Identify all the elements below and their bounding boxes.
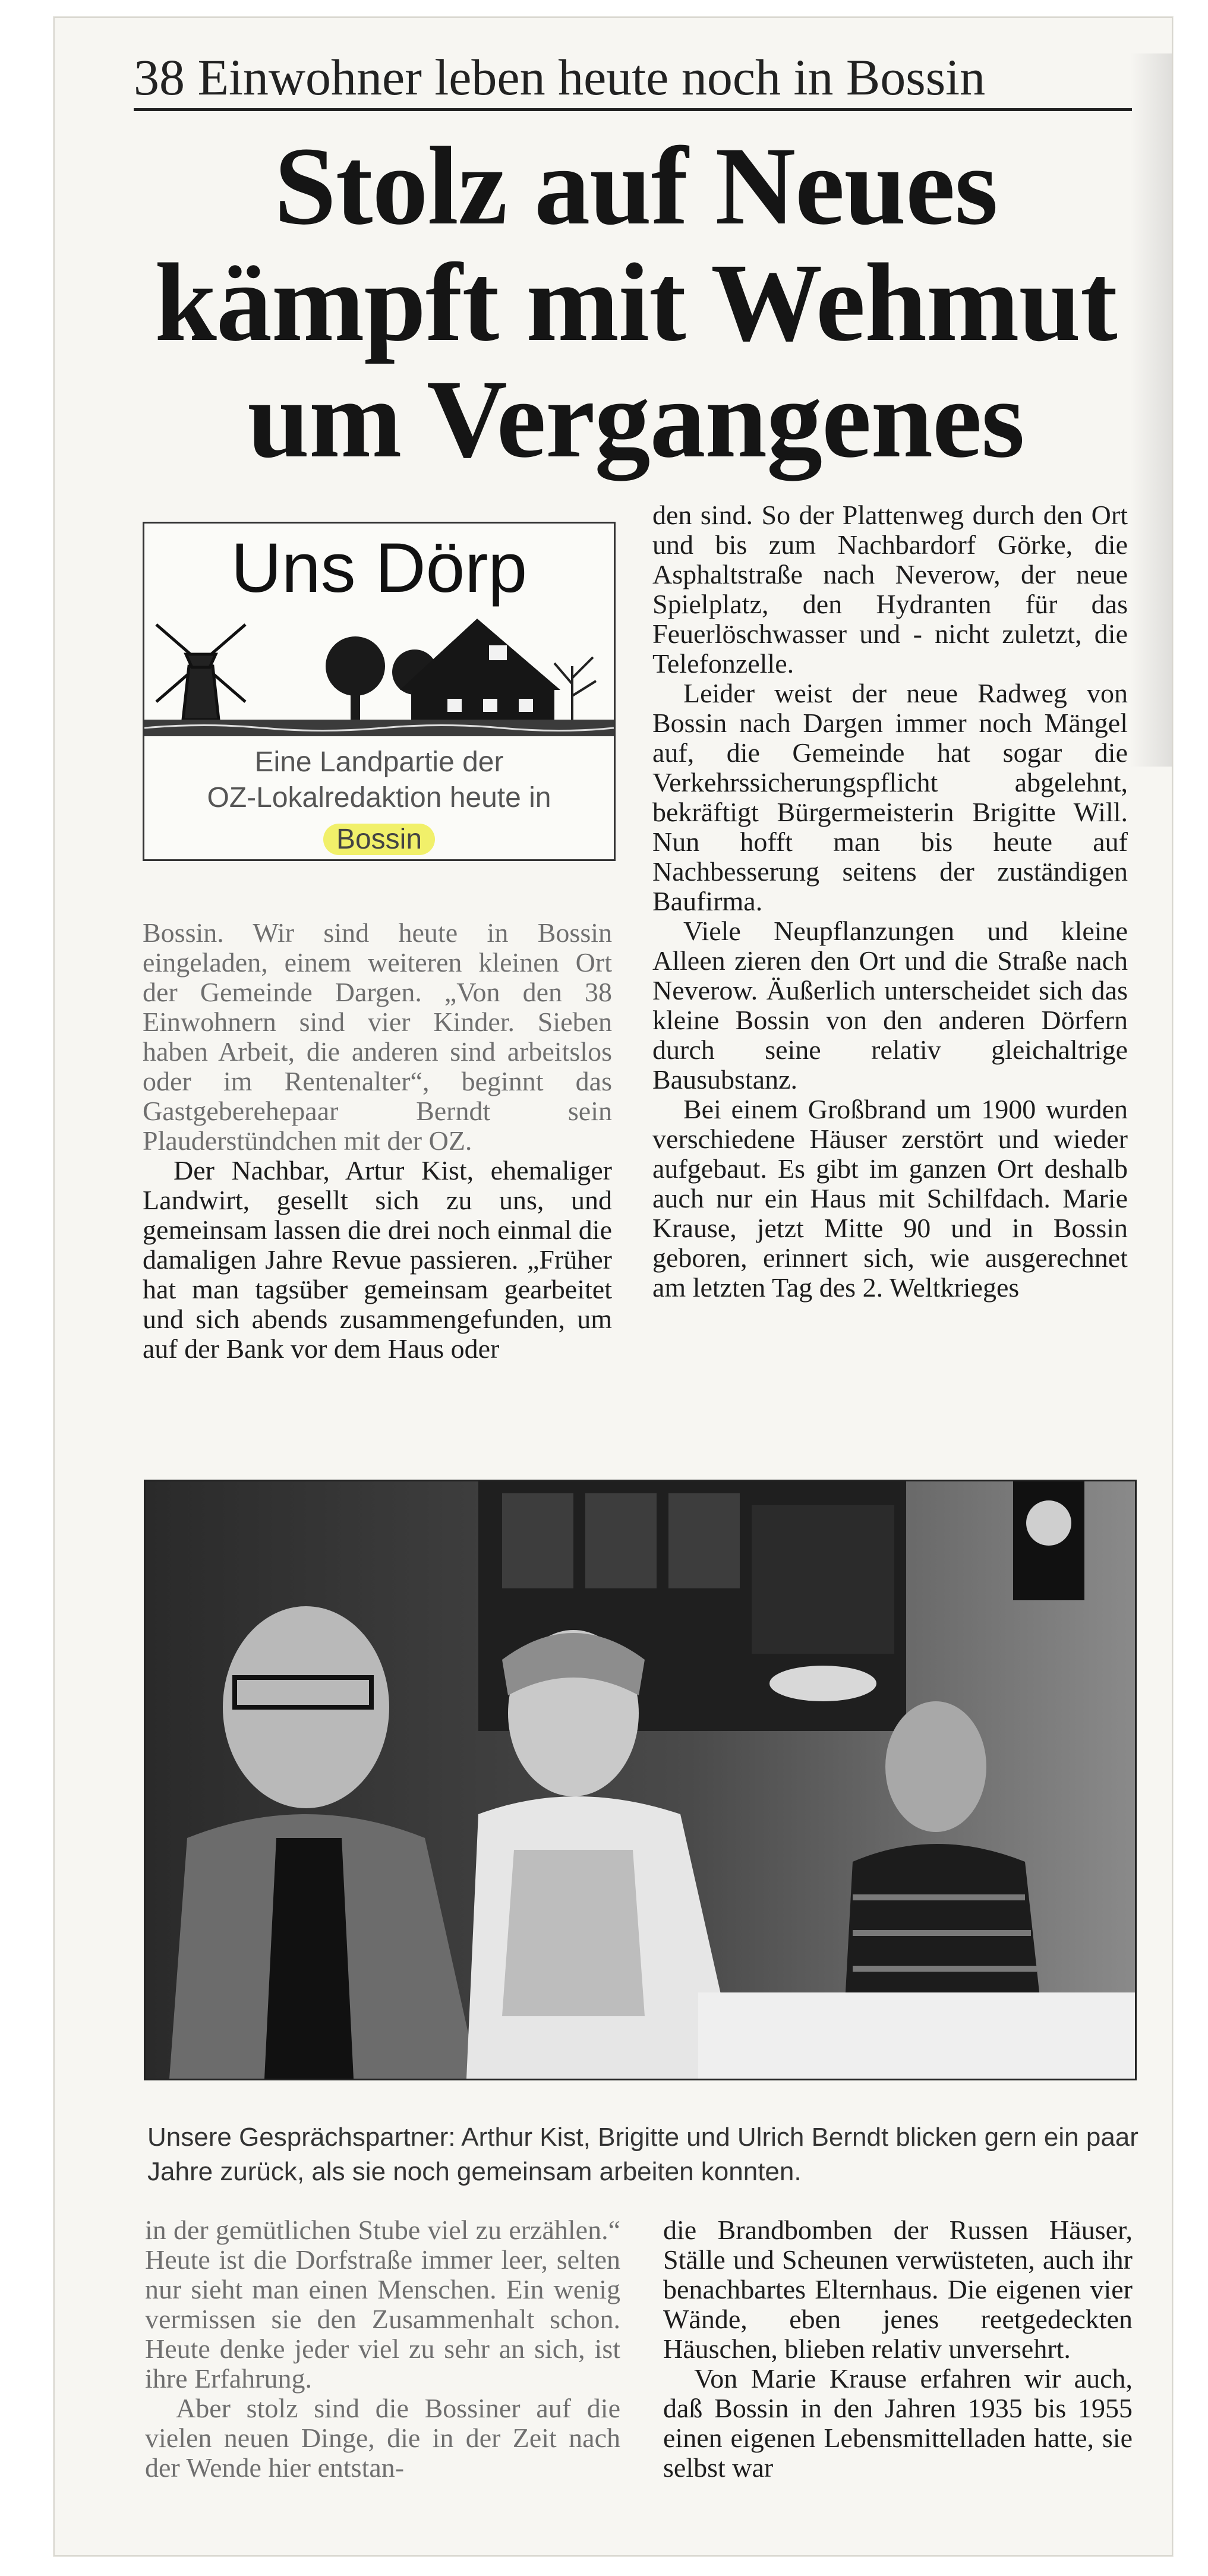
body-paragraph: Aber stolz sind die Bossiner auf die vielen neuen Dinge, die in der Zeit nach der Wende hier entstan- xyxy=(145,2393,620,2483)
body-paragraph: Leider weist der neue Radweg von Bossin nach Dargen immer noch Mängel auf, die Gemeinde hat sogar die Verkehrssicherungspflicht abgelehnt, bekräftigt Bürgermeisterin Brigitte Will. Nun hofft man bis heute auf Nachbesserung seitens der zuständigen Baufirma. xyxy=(652,678,1128,916)
article-headline xyxy=(125,124,1147,481)
highlighted-place-name: Bossin xyxy=(323,824,435,855)
body-paragraph: Der Nachbar, Artur Kist, ehemaliger Landwirt, gesellt sich zu uns, und gemeinsam lassen die drei noch einmal die damaligen Jahre Revue passieren. „Früher hat man tagsüber gemeinsam gearbeitet und sich abends zusammengefunden, um auf der Bank vor dem Haus oder xyxy=(143,1155,612,1364)
headline-line-2: kämpft mit Wehmut xyxy=(154,240,1117,364)
body-paragraph: den sind. So der Plattenweg durch den Ort und bis zum Nachbardorf Görke, die Asphaltstraße nach Neverow, der neue Spielplatz, den Hydranten für das Feuerlöschwasser und - nicht zuletzt, die Telefonzelle. xyxy=(652,500,1128,679)
photo-three-people xyxy=(146,1481,1135,2079)
series-logo-title: Uns Dörp xyxy=(231,529,528,607)
village-illustration xyxy=(144,601,614,743)
left-column-upper xyxy=(143,918,612,1364)
series-logo-box xyxy=(143,522,616,861)
article-photo xyxy=(144,1480,1137,2080)
body-paragraph: Bossin. Wir sind heute in Bossin eingeladen, einem weiteren kleinen Ort der Gemeinde Dargen. „Von den 38 Einwohnern sind vier Kinder. Sieben haben Arbeit, die anderen sind arbeitslos oder im Rentenalter“, beginnt das Gastgeberehepaar Berndt sein Plauderstündchen mit der OZ. xyxy=(143,917,612,1156)
kicker-rule xyxy=(134,108,1132,111)
right-column-lower xyxy=(663,2215,1133,2483)
body-paragraph: Von Marie Krause erfahren wir auch, daß Bossin in den Jahren 1935 bis 1955 einen eigenen Lebensmittelladen hatte, sie selbst war xyxy=(663,2363,1133,2483)
logo-caption-line-2: OZ-Lokalredaktion heute in xyxy=(207,782,551,814)
headline-line-1: Stolz auf Neues xyxy=(274,124,998,248)
wall-clock-icon xyxy=(1013,1481,1084,1600)
body-paragraph: Viele Neupflanzungen und kleine Alleen zieren den Ort und die Straße nach Neverow. Äußerlich unterscheidet sich das kleine Bossin von den anderen Dörfern durch seine relativ gleichaltrige Bausubstanz. xyxy=(652,916,1128,1095)
body-paragraph: die Brandbomben der Russen Häuser, Ställe und Scheunen verwüsteten, auch ihr benachbartes Elternhaus. Die eigenen vier Wände, eben jenes reetgedeckten Häuschen, blieben relativ unversehrt. xyxy=(663,2215,1133,2364)
windmill-icon xyxy=(156,625,245,720)
house-icon xyxy=(400,619,560,724)
body-paragraph: Bei einem Großbrand um 1900 wurden verschiedene Häuser zerstört und wieder aufgebaut. Es gibt im ganzen Ort deshalb auch nur ein Haus mit Schilfdach. Marie Krause, jetzt Mitte 90 und in Bossin geboren, erinnert sich, wie ausgerechnet am letzten Tag des 2. Weltkrieges xyxy=(652,1094,1128,1303)
article-kicker: 38 Einwohner leben heute noch in Bossin xyxy=(134,49,986,106)
headline-line-3: um Vergangenes xyxy=(247,357,1024,481)
logo-caption-line-1: Eine Landpartie der xyxy=(254,746,504,778)
series-logo-caption xyxy=(144,745,614,857)
photo-caption: Unsere Gesprächspartner: Arthur Kist, Brigitte und Ulrich Berndt blicken gern ein paar Jahre zurück, als sie noch gemeinsam arbeiten konnten. xyxy=(147,2123,1138,2186)
right-column-upper xyxy=(652,500,1128,1303)
bare-tree-icon xyxy=(554,657,596,723)
body-paragraph: in der gemütlichen Stube viel zu erzählen.“ Heute ist die Dorfstraße immer leer, selten nur sieht man einen Menschen. Ein wenig vermissen sie den Zusammenhalt schon. Heute denke jeder viel zu sehr an sich, ist ihre Erfahrung. xyxy=(145,2215,620,2394)
left-column-lower xyxy=(145,2215,620,2483)
